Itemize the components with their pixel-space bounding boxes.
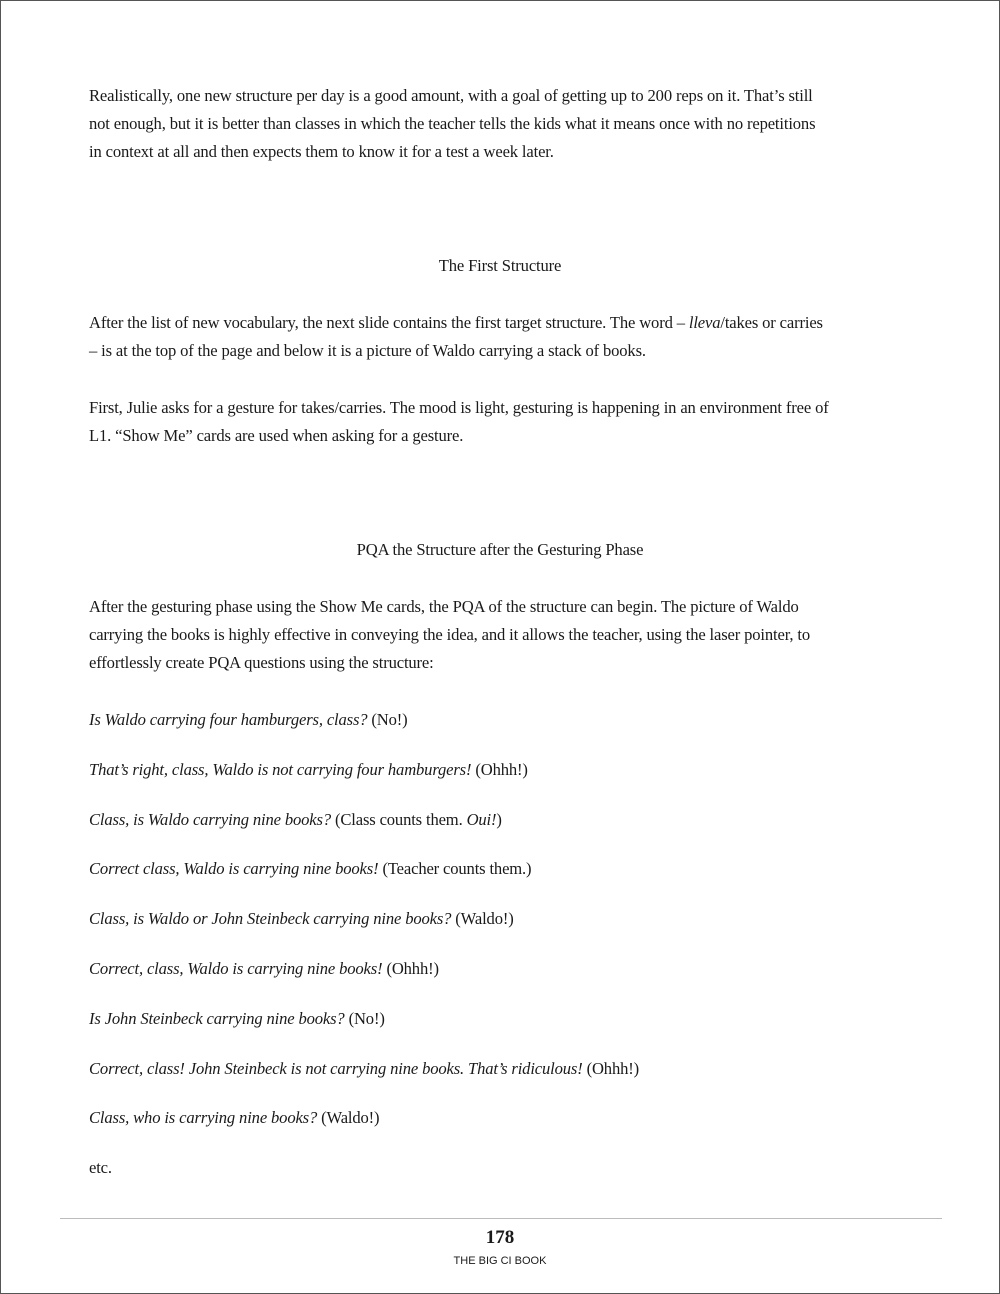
text: After the list of new vocabulary, the next slide contains the first target structure. The word – — [89, 313, 689, 332]
dialogue-line — [89, 1008, 385, 1030]
paragraph-line: effortlessly create PQA questions using the structure: — [89, 653, 434, 672]
paragraph-line — [89, 312, 823, 334]
question: That’s right, class, Waldo is not carrying four hamburgers! — [89, 760, 472, 779]
paragraph-line: After the gesturing phase using the Show Me cards, the PQA of the structure can begin. The picture of Waldo — [89, 597, 799, 616]
question: Class, who is carrying nine books? — [89, 1108, 318, 1127]
dialogue-line — [89, 958, 439, 980]
question: Correct, class! John Steinbeck is not carrying nine books. That’s ridiculous! — [89, 1059, 583, 1078]
response: (No!) — [344, 1009, 385, 1028]
question: Is John Steinbeck carrying nine books? — [89, 1009, 345, 1028]
section-heading: The First Structure — [438, 256, 562, 275]
dialogue-line — [89, 858, 531, 880]
paragraph-line: Realistically, one new structure per day is a good amount, with a goal of getting up to 200 reps on it. That’s still — [89, 86, 813, 105]
section-heading: PQA the Structure after the Gesturing Phase — [356, 540, 644, 559]
response: (Ohhh!) — [582, 1059, 639, 1078]
response: ) — [496, 810, 502, 829]
paragraph-line: carrying the books is highly effective in conveying the idea, and it allows the teacher, using the laser pointer, to — [89, 625, 811, 644]
response: (Waldo!) — [451, 909, 514, 928]
paragraph-line: – is at the top of the page and below it is a picture of Waldo carrying a stack of books. — [89, 341, 646, 360]
dialogue-line — [89, 1058, 639, 1080]
paragraph-line: in context at all and then expects them to know it for a test a week later. — [89, 142, 554, 161]
response: (Teacher counts them.) — [378, 859, 532, 878]
response: (Ohhh!) — [382, 959, 439, 978]
closing-text: etc. — [89, 1158, 112, 1177]
response: (Ohhh!) — [471, 760, 528, 779]
dialogue-line — [89, 1107, 379, 1129]
response: (No!) — [367, 710, 408, 729]
dialogue-line — [89, 809, 502, 831]
question: Is Waldo carrying four hamburgers, class? — [89, 710, 368, 729]
dialogue-line — [89, 709, 408, 731]
paragraph-line: not enough, but it is better than classes in which the teacher tells the kids what it means once with no repetitions — [89, 114, 816, 133]
response: (Class counts them. — [330, 810, 467, 829]
footer-divider — [60, 1218, 942, 1219]
text: /takes or carries — [720, 313, 823, 332]
paragraph-line: First, Julie asks for a gesture for takes/carries. The mood is light, gesturing is happening in an environment free of — [89, 398, 829, 417]
paragraph-line: L1. “Show Me” cards are used when asking for a gesture. — [89, 426, 464, 445]
response: (Waldo!) — [317, 1108, 380, 1127]
book-title: THE BIG CI BOOK — [453, 1255, 547, 1267]
question: Class, is Waldo carrying nine books? — [89, 810, 331, 829]
response-italic: Oui! — [466, 810, 497, 829]
italic-term: lleva — [688, 313, 721, 332]
dialogue-line — [89, 908, 514, 930]
question: Correct, class, Waldo is carrying nine books! — [89, 959, 383, 978]
question: Correct class, Waldo is carrying nine books! — [89, 859, 379, 878]
page-number: 178 — [485, 1227, 515, 1248]
question: Class, is Waldo or John Steinbeck carrying nine books? — [89, 909, 452, 928]
dialogue-line — [89, 759, 528, 781]
